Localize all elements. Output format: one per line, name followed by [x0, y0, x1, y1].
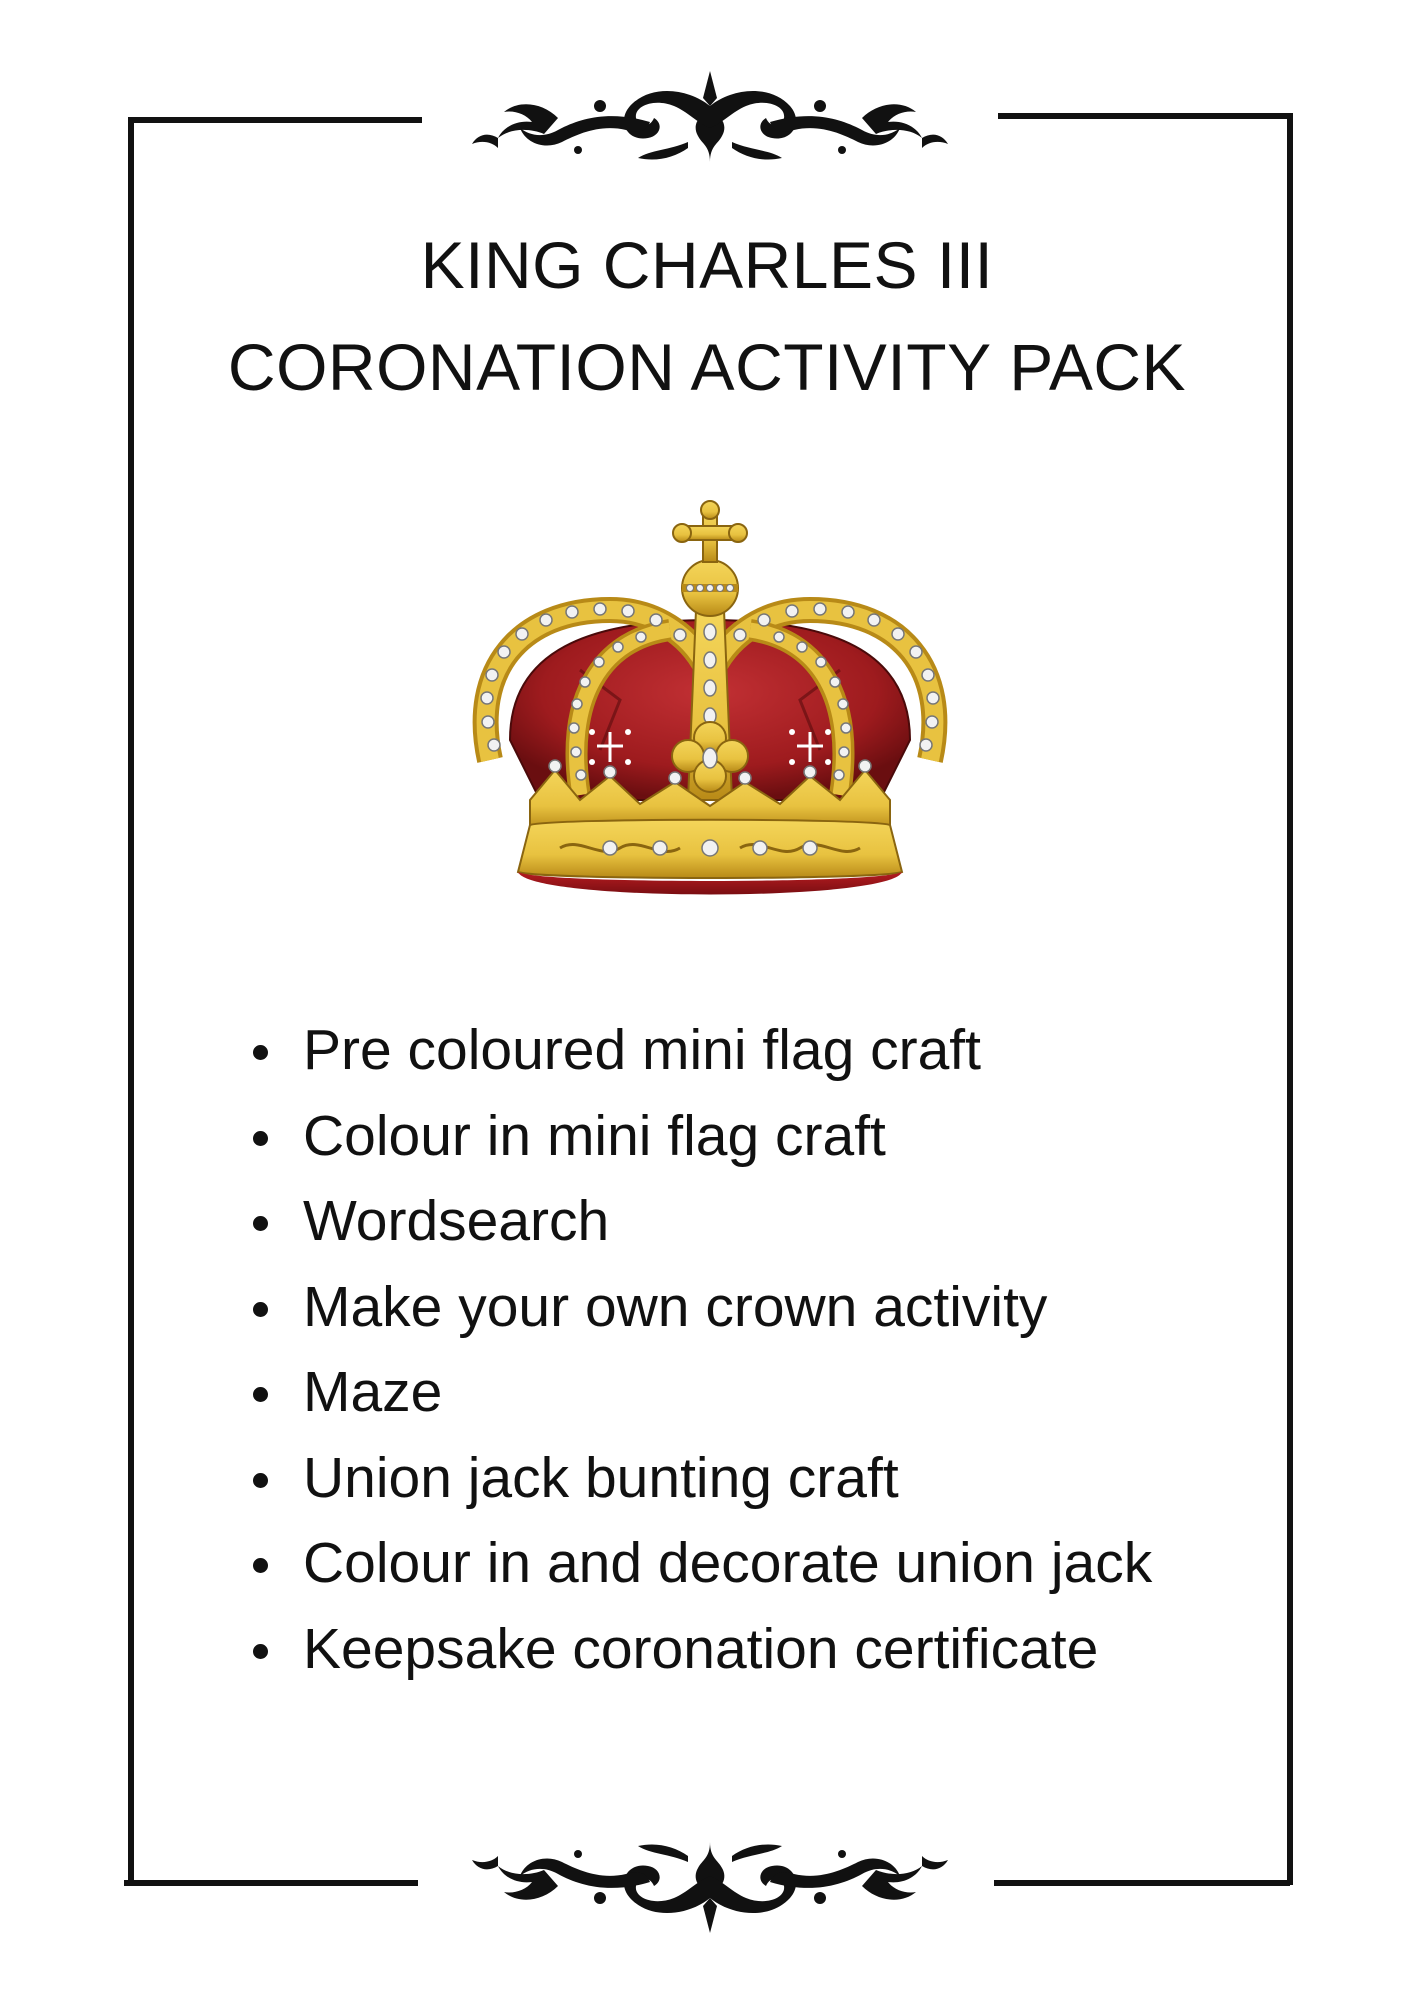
- list-item: [250, 1008, 1152, 1094]
- bottom-scroll-flourish-icon: [470, 1838, 950, 1938]
- page-title-line2: CORONATION ACTIVITY PACK: [227, 330, 1187, 404]
- frame-top-right: [998, 113, 1293, 119]
- list-item: [250, 1350, 1152, 1436]
- bullet-icon: [253, 1644, 268, 1659]
- bullet-icon: [253, 1131, 268, 1146]
- frame-bottom-right: [994, 1880, 1290, 1886]
- page-title-line1: KING CHARLES III: [420, 228, 994, 302]
- list-item: [250, 1094, 1152, 1180]
- top-scroll-flourish-icon: [470, 66, 950, 166]
- list-item-label: Maze: [303, 1360, 443, 1424]
- list-item: [250, 1521, 1152, 1607]
- bullet-icon: [253, 1473, 268, 1488]
- bullet-icon: [253, 1558, 268, 1573]
- list-item: [250, 1265, 1152, 1351]
- list-item: [250, 1179, 1152, 1265]
- list-item: [250, 1607, 1152, 1693]
- frame-bottom-left: [124, 1880, 418, 1886]
- list-item-label: Colour in mini flag craft: [303, 1103, 886, 1168]
- list-item-label: Union jack bunting craft: [303, 1445, 899, 1510]
- crown-icon: [460, 500, 960, 920]
- list-item-label: Wordsearch: [303, 1189, 610, 1253]
- list-item-label: Keepsake coronation certificate: [303, 1616, 1099, 1681]
- bullet-icon: [253, 1387, 268, 1402]
- frame-top-left: [128, 117, 422, 123]
- bullet-icon: [253, 1045, 268, 1060]
- list-item-label: Make your own crown activity: [303, 1274, 1048, 1339]
- list-item-label: Pre coloured mini flag craft: [303, 1018, 981, 1082]
- bullet-icon: [253, 1216, 268, 1231]
- bullet-icon: [253, 1302, 268, 1317]
- list-item-label: Colour in and decorate union jack: [303, 1531, 1153, 1595]
- list-item: [250, 1436, 1152, 1522]
- feature-list: [250, 1008, 1152, 1692]
